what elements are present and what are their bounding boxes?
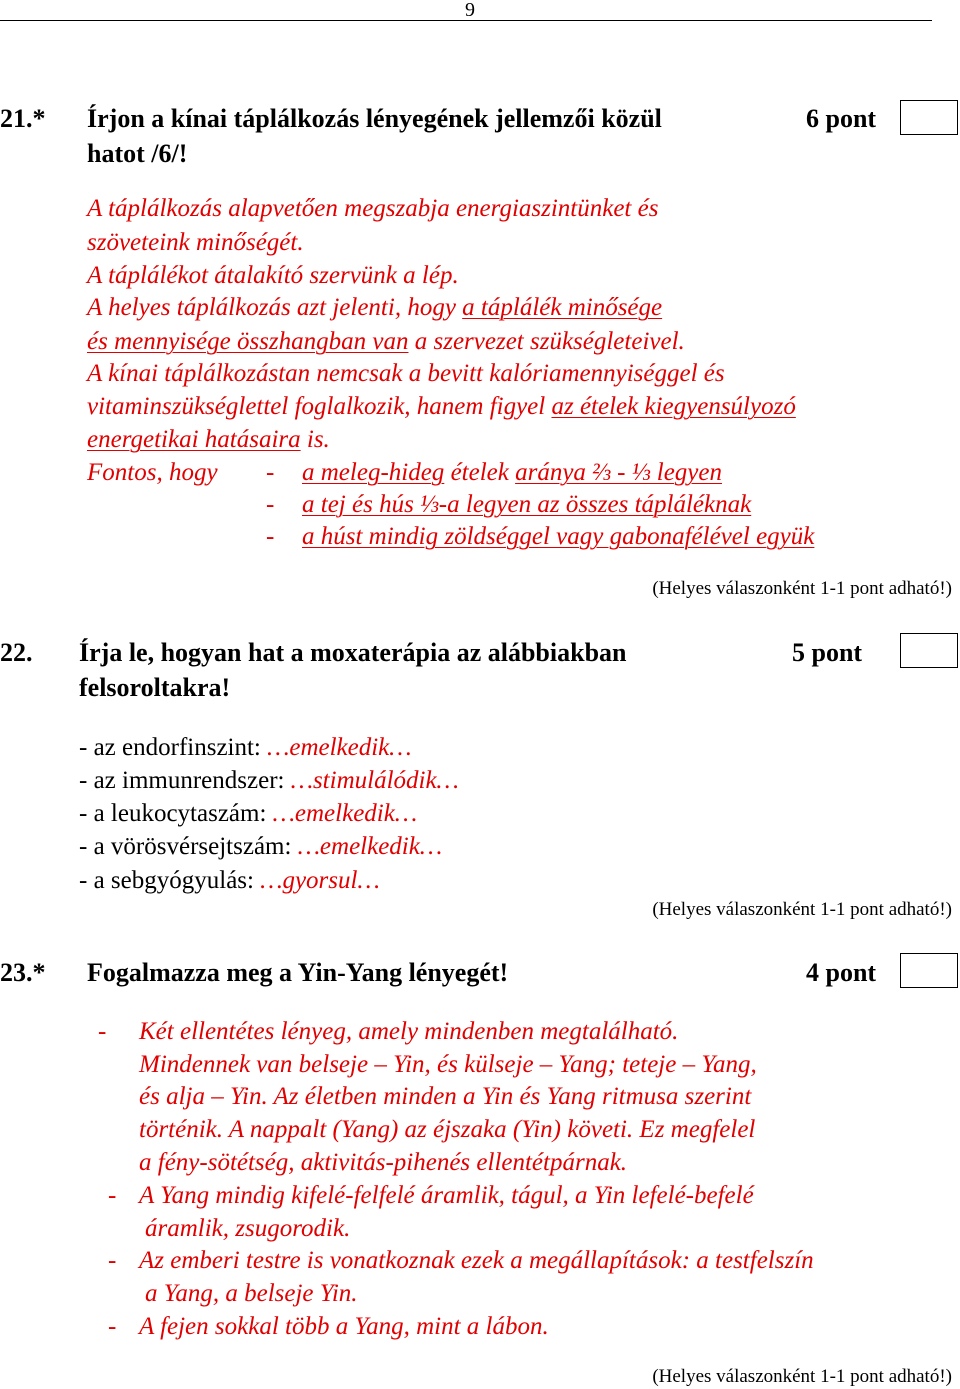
q22-number: 22. (0, 638, 33, 667)
q21-answer-line8 (87, 423, 330, 456)
q21-answer-line7 (87, 390, 796, 423)
q22-item-answer: …gyorsul… (260, 867, 380, 894)
q21-answer-line10-dash: - (266, 491, 275, 518)
q21-answer-line8-text: is. (300, 426, 330, 453)
q21-scoring-note: (Helyes válaszonként 1-1 pont adható!) (652, 578, 952, 599)
q23-bullet3-line1: Az emberi testre is vonatkoznak ezek a megállapítások: a testfelszín (139, 1247, 814, 1274)
q21-answer-line11: a húst mindig zöldséggel vagy gabonafélével együk (302, 523, 815, 550)
q23-bullet1-line5: a fény-sötétség, aktivitás-pihenés ellentétpárnak. (139, 1149, 628, 1176)
q22-item (79, 764, 459, 798)
q23-bullet1-dash: - (98, 1018, 107, 1045)
q21-answer-line4-underlined: a táplálék minősége (462, 294, 663, 321)
q22-item (79, 731, 412, 765)
q21-answer-line1: A táplálkozás alapvetően megszabja energiaszintünket és (87, 195, 659, 222)
q21-points: 6 pont (806, 104, 877, 133)
q23-points: 4 pont (806, 958, 877, 987)
q23-bullet4-dash: - (108, 1313, 117, 1340)
q23-bullet1-line2: Mindennek van belseje – Yin, és külseje – Yang; teteje – Yang, (139, 1051, 757, 1078)
q23-bullet2-dash: - (108, 1182, 117, 1209)
q21-answer-line4-text: A helyes táplálkozás azt jelenti, hogy (87, 294, 463, 321)
q21-answer-line4 (87, 291, 662, 324)
q21-answer-line6: A kínai táplálkozástan nemcsak a bevitt kalóriamennyiséggel és (87, 360, 725, 387)
q23-scoring-note: (Helyes válaszonként 1-1 pont adható!) (652, 1366, 952, 1387)
q23-question: Fogalmazza meg a Yin-Yang lényegét! (87, 958, 509, 987)
q21-answer-line8-underlined: energetikai hatásaira (87, 426, 301, 453)
q21-answer-line7-text: vitaminszükséglettel foglalkozik, hanem figyel (87, 393, 552, 420)
q22-item-answer: …emelkedik… (272, 800, 418, 827)
q22-item-label: - az immunrendszer: (79, 767, 291, 794)
q21-question-line2: hatot /6/! (87, 139, 188, 168)
q23-bullet1-line4: történik. A nappalt (Yang) az éjszaka (Yin) követi. Ez megfelel (139, 1116, 756, 1143)
q23-score-box[interactable] (900, 953, 958, 988)
q22-question-line2: felsoroltakra! (79, 673, 231, 702)
q22-item-answer: …emelkedik… (297, 833, 443, 860)
q22-score-box[interactable] (900, 633, 958, 668)
q21-answer-line9-dash: - (266, 459, 275, 486)
q21-number: 21.* (0, 104, 46, 133)
q21-answer-line2: szöveteink minőségét. (87, 229, 304, 256)
q22-question-line1: Írja le, hogyan hat a moxaterápia az alábbiakban (79, 638, 627, 667)
q21-answer-line9-text: ételek (444, 459, 516, 486)
q22-item-label: - a leukocytaszám: (79, 800, 273, 827)
q21-answer-line9-lead: Fontos, hogy (87, 459, 218, 486)
q21-answer-line11-dash: - (266, 523, 275, 550)
q21-answer-line5-text: a szervezet szükségleteivel. (408, 328, 685, 355)
q22-item (79, 864, 380, 898)
q22-scoring-note: (Helyes válaszonként 1-1 pont adható!) (652, 899, 952, 920)
q23-bullet4-line1: A fejen sokkal több a Yang, mint a lábon. (139, 1313, 549, 1340)
q22-item-label: - a vörösvérsejtszám: (79, 833, 298, 860)
q23-bullet1-line1: Két ellentétes lényeg, amely mindenben megtalálható. (139, 1018, 679, 1045)
q21-question-line1: Írjon a kínai táplálkozás lényegének jellemzői közül (87, 104, 662, 133)
q23-bullet3-dash: - (108, 1247, 117, 1274)
q23-number: 23.* (0, 958, 46, 987)
page-number: 9 (465, 0, 475, 21)
q21-answer-line9-underlined-a: a meleg-hideg (302, 459, 445, 486)
q21-answer-line5-underlined: és mennyisége összhangban van (87, 328, 409, 355)
q22-item (79, 830, 442, 864)
q21-answer-line7-underlined: az ételek kiegyensúlyozó (551, 393, 796, 420)
q21-score-box[interactable] (900, 100, 958, 135)
q23-bullet1-line3: és alja – Yin. Az életben minden a Yin és Yang ritmusa szerint (139, 1083, 752, 1110)
q23-bullet3-line2: a Yang, a belseje Yin. (145, 1280, 358, 1307)
q22-item-answer: …emelkedik… (267, 734, 412, 761)
q21-answer-line10: a tej és hús ⅓-a legyen az összes tápláléknak (302, 491, 752, 518)
header-rule (0, 20, 932, 21)
q22-item-answer: …stimulálódik… (290, 767, 459, 794)
q21-answer-line9 (302, 456, 722, 489)
q22-item (79, 797, 417, 831)
q23-bullet2-line2: áramlik, zsugorodik. (145, 1215, 351, 1242)
q21-answer-line3: A táplálékot átalakító szervünk a lép. (87, 262, 459, 289)
q21-answer-line9-underlined-b: aránya ⅔ - ⅓ legyen (515, 459, 722, 486)
q21-answer-line5 (87, 325, 685, 358)
q23-bullet2-line1: A Yang mindig kifelé-felfelé áramlik, tágul, a Yin lefelé-befelé (139, 1182, 754, 1209)
q22-item-label: - a sebgyógyulás: (79, 867, 261, 894)
q22-points: 5 pont (792, 638, 863, 667)
q22-item-label: - az endorfinszint: (79, 734, 268, 761)
